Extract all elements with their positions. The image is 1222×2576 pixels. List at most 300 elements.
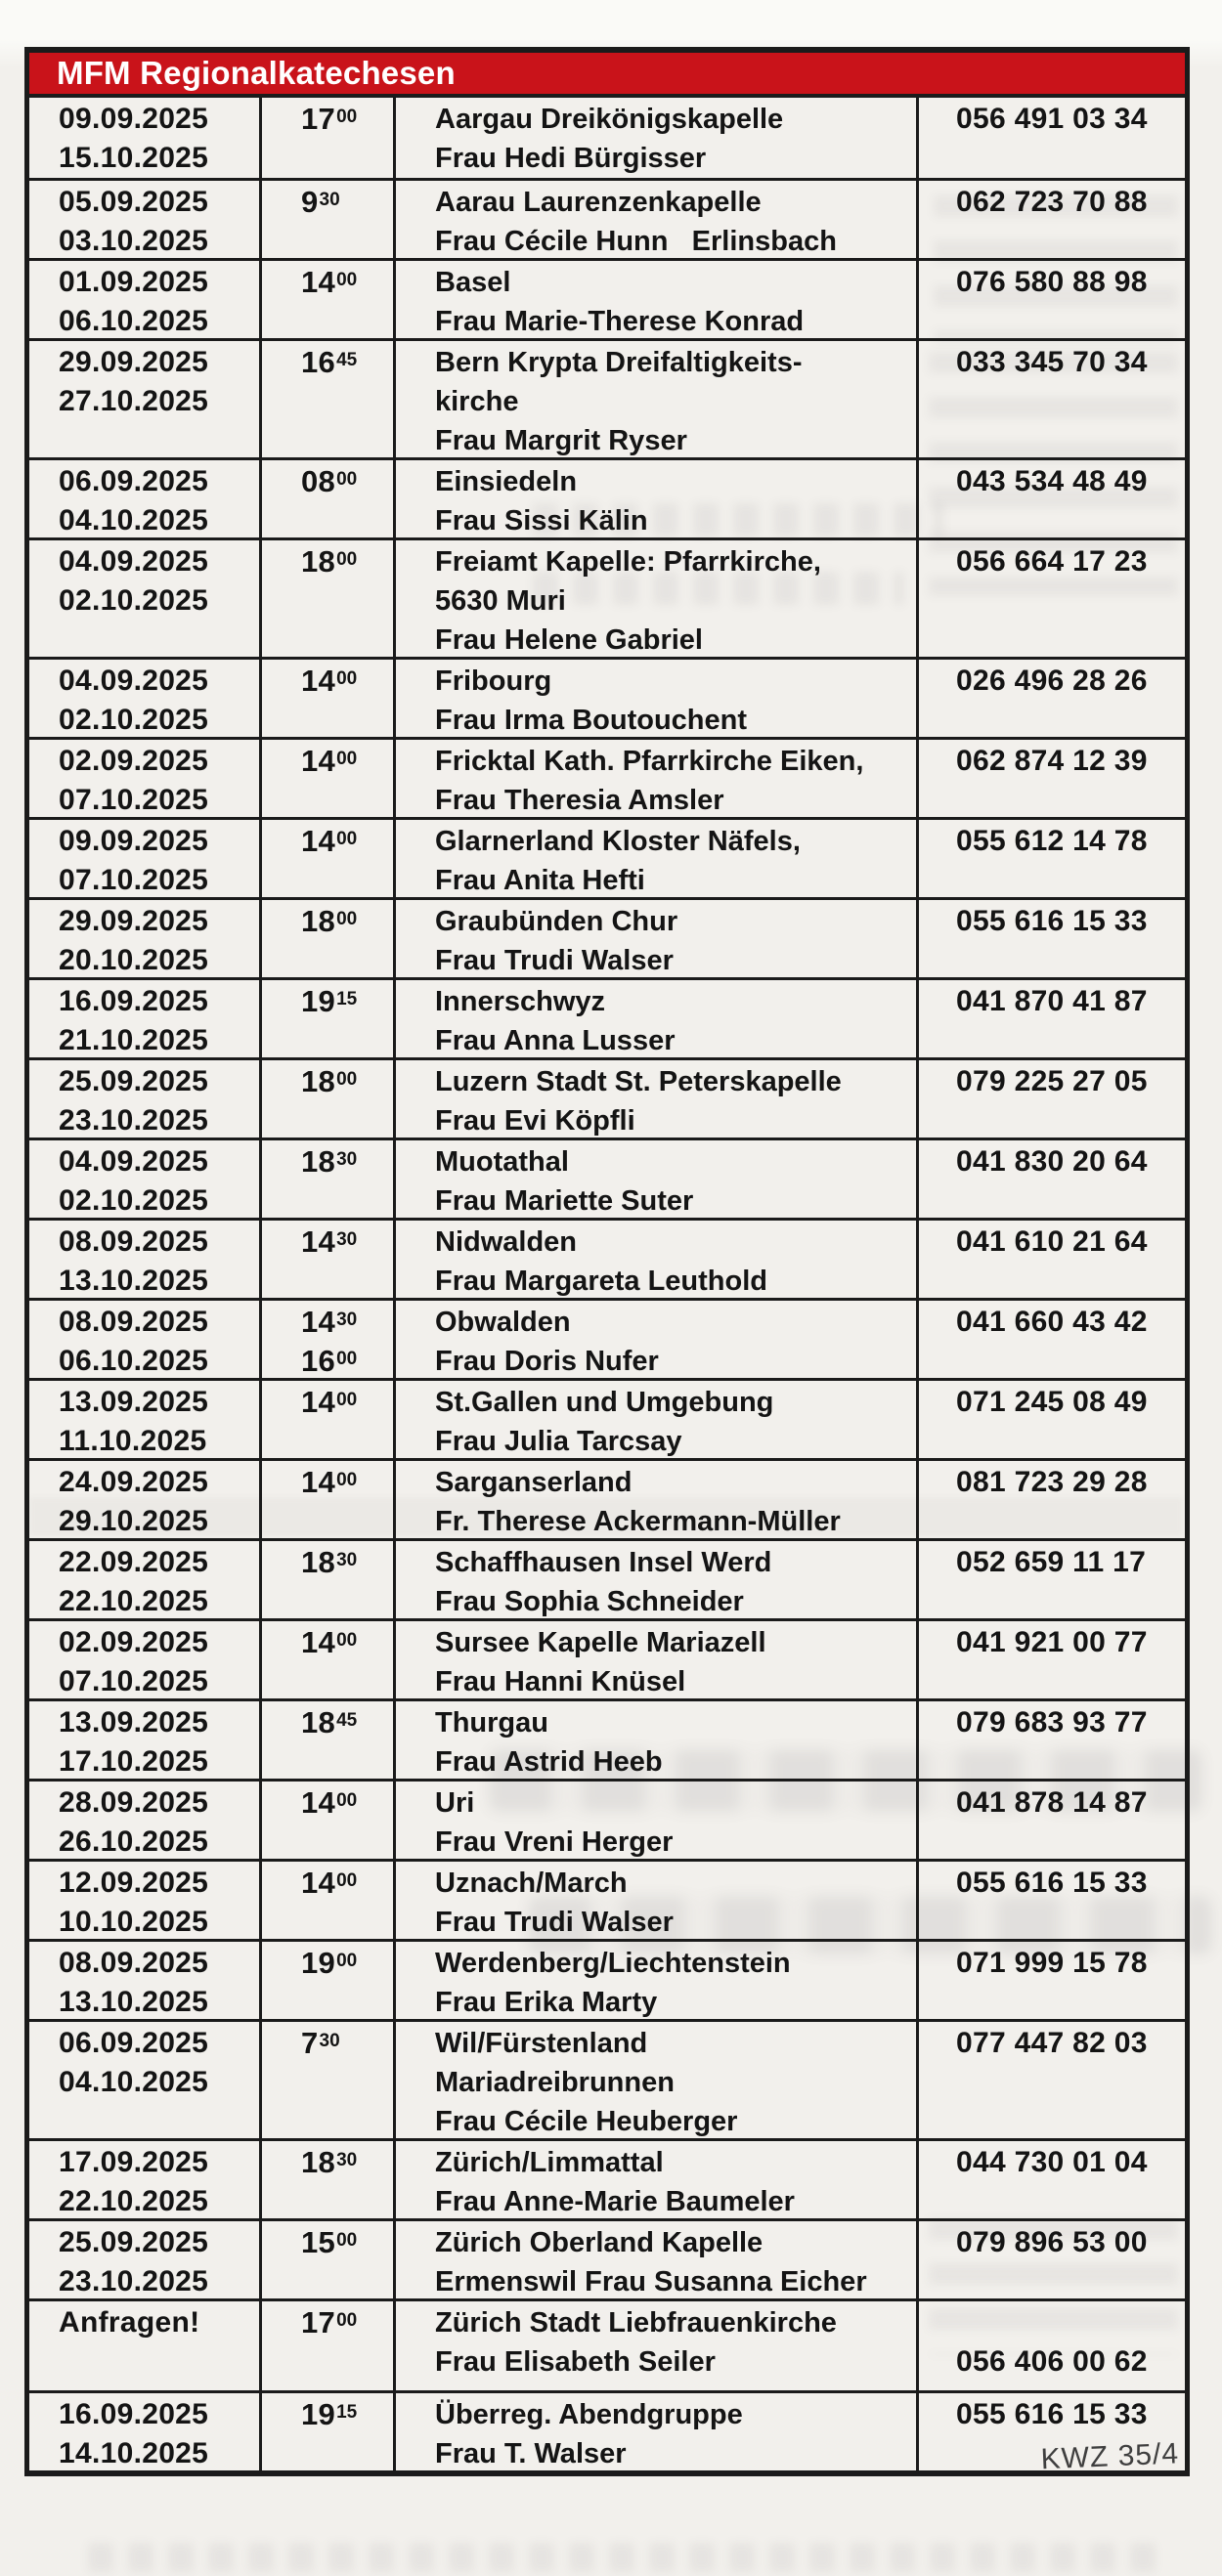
time-value [262, 1783, 393, 1823]
location-line: Frau Irma Boutouchent [435, 705, 748, 736]
time-value [262, 742, 393, 781]
phone-number: 071 999 15 78 [956, 1947, 1148, 1979]
time-minutes: 00 [336, 1951, 358, 1971]
location-line: Frau Doris Nufer [435, 1346, 659, 1377]
date-line: 06.10.2025 [59, 1345, 209, 1377]
time-cell [259, 2393, 393, 2473]
date-line: 29.09.2025 [59, 905, 209, 937]
location-line: Muotathal [435, 1146, 569, 1178]
time-minutes: 30 [336, 2150, 358, 2170]
location-cell [393, 1701, 916, 1782]
dates-cell [29, 460, 259, 540]
date-line: 16.09.2025 [59, 985, 209, 1017]
time-cell [259, 740, 393, 820]
table-row [29, 2390, 1185, 2476]
date-line: 06.09.2025 [59, 2027, 209, 2059]
date-line: 22.09.2025 [59, 1546, 209, 1578]
time-hour: 14 [301, 1465, 336, 1499]
dates-cell [29, 900, 259, 980]
location-line: 5630 Muri [435, 585, 566, 617]
time-value [262, 542, 393, 581]
date-line: 03.10.2025 [59, 225, 209, 257]
time-cell [259, 1461, 393, 1541]
location-line: Nidwalden [435, 1226, 578, 1258]
dates-cell [29, 1862, 259, 1942]
phone-number: 081 723 29 28 [956, 1466, 1148, 1498]
dates-cell [29, 1381, 259, 1461]
phone-cell [916, 1461, 1185, 1541]
location-line: Bern Krypta Dreifaltigkeits- [435, 347, 803, 378]
time-hour: 14 [301, 664, 336, 698]
table-row [29, 2138, 1185, 2218]
phone-number: 062 874 12 39 [956, 745, 1148, 777]
time-hour: 17 [301, 102, 336, 136]
date-line: 22.10.2025 [59, 2185, 209, 2217]
location-line: Uri [435, 1787, 475, 1819]
date-line: 04.09.2025 [59, 665, 209, 697]
location-line: Überreg. Abendgruppe [435, 2399, 743, 2430]
location-line: Schaffhausen Insel Werd [435, 1547, 772, 1578]
location-line: Obwalden [435, 1307, 571, 1338]
phone-number: 062 723 70 88 [956, 186, 1148, 218]
date-line: 25.09.2025 [59, 2226, 209, 2258]
time-hour: 7 [301, 2026, 319, 2060]
location-line: Fribourg [435, 665, 552, 697]
phone-cell [916, 1301, 1185, 1381]
dates-cell [29, 1782, 259, 1862]
schedule-table [24, 47, 1190, 2476]
table-header [29, 53, 1185, 98]
date-line: 07.10.2025 [59, 1665, 209, 1697]
time-hour: 14 [301, 1866, 336, 1900]
location-line: Basel [435, 267, 511, 298]
date-line: 27.10.2025 [59, 385, 209, 417]
location-cell [393, 1381, 916, 1461]
location-line: Frau Astrid Heeb [435, 1746, 663, 1778]
bleed-through-artifact [88, 2543, 1163, 2572]
date-line: 12.09.2025 [59, 1867, 209, 1899]
date-line: 21.10.2025 [59, 1024, 209, 1056]
time-cell [259, 1140, 393, 1221]
date-line: 14.10.2025 [59, 2437, 209, 2469]
location-line: Glarnerland Kloster Näfels, [435, 826, 801, 857]
dates-cell [29, 341, 259, 460]
location-cell [393, 2141, 916, 2221]
location-line: Frau Margrit Ryser [435, 425, 687, 456]
dates-cell [29, 980, 259, 1060]
dates-cell [29, 2301, 259, 2390]
location-line: St.Gallen und Umgebung [435, 1387, 774, 1418]
phone-number: 041 921 00 77 [956, 1626, 1148, 1658]
time-cell [259, 900, 393, 980]
time-hour: 18 [301, 544, 336, 579]
table-row [29, 1378, 1185, 1458]
phone-number: 041 878 14 87 [956, 1786, 1148, 1819]
location-line: Frau Marie-Therese Konrad [435, 306, 805, 337]
date-line: 01.09.2025 [59, 266, 209, 298]
location-line: Frau Evi Köpfli [435, 1105, 635, 1137]
time-hour: 18 [301, 1705, 336, 1739]
date-line: 13.09.2025 [59, 1386, 209, 1418]
location-line: Freiamt Kapelle: Pfarrkirche, [435, 546, 821, 578]
table-row [29, 178, 1185, 258]
date-line: 02.10.2025 [59, 704, 209, 736]
time-minutes: 30 [336, 1229, 358, 1250]
location-line: Frau Hanni Knüsel [435, 1666, 686, 1697]
time-cell [259, 820, 393, 900]
table-row [29, 1458, 1185, 1538]
time-hour: 14 [301, 1305, 336, 1339]
time-value [262, 1383, 393, 1422]
date-line: 17.09.2025 [59, 2146, 209, 2178]
date-line: 09.09.2025 [59, 103, 209, 135]
phone-number: 079 225 27 05 [956, 1065, 1148, 1097]
phone-number: 044 730 01 04 [956, 2146, 1148, 2178]
location-line: Frau Helene Gabriel [435, 624, 703, 656]
date-line: 02.09.2025 [59, 745, 209, 777]
location-line: Luzern Stadt St. Peterskapelle [435, 1066, 842, 1097]
time-value [262, 1342, 393, 1381]
location-cell [393, 1461, 916, 1541]
phone-cell [916, 740, 1185, 820]
dates-cell [29, 2221, 259, 2301]
date-line: 13.10.2025 [59, 1986, 209, 2018]
time-value [262, 662, 393, 701]
date-line: 04.09.2025 [59, 545, 209, 578]
dates-cell [29, 1221, 259, 1301]
location-cell [393, 660, 916, 740]
time-minutes: 00 [336, 909, 358, 929]
time-minutes: 30 [336, 1550, 358, 1570]
time-minutes: 00 [336, 829, 358, 849]
dates-cell [29, 2141, 259, 2221]
time-cell [259, 2141, 393, 2221]
phone-number: 079 896 53 00 [956, 2226, 1148, 2258]
location-cell [393, 460, 916, 540]
date-line: 08.09.2025 [59, 1947, 209, 1979]
date-line: 02.09.2025 [59, 1626, 209, 1658]
time-minutes: 45 [336, 1710, 358, 1731]
location-line: Aarau Laurenzenkapelle [435, 187, 762, 218]
table-row [29, 2218, 1185, 2298]
location-cell [393, 980, 916, 1060]
location-cell [393, 98, 916, 178]
phone-cell [916, 2022, 1185, 2141]
time-hour: 18 [301, 1545, 336, 1579]
table-row [29, 977, 1185, 1057]
time-cell [259, 2301, 393, 2390]
table-row [29, 1779, 1185, 1859]
location-line: Frau Trudi Walser [435, 945, 674, 976]
time-hour: 14 [301, 1224, 336, 1259]
time-cell [259, 1221, 393, 1301]
table-row [29, 98, 1185, 178]
time-minutes: 00 [336, 1390, 358, 1410]
time-cell [259, 1621, 393, 1701]
time-value [262, 2223, 393, 2262]
location-line: Uznach/March [435, 1868, 628, 1899]
dates-cell [29, 740, 259, 820]
location-line: Frau Vreni Herger [435, 1826, 674, 1858]
location-line: Aargau Dreikönigskapelle [435, 104, 784, 135]
phone-cell [916, 820, 1185, 900]
date-line: 24.09.2025 [59, 1466, 209, 1498]
page-title: MFM Regionalkatechesen [57, 55, 456, 91]
time-value [262, 2143, 393, 2182]
phone-cell [916, 980, 1185, 1060]
location-cell [393, 1942, 916, 2022]
time-hour: 18 [301, 904, 336, 938]
dates-cell [29, 820, 259, 900]
phone-cell [916, 261, 1185, 341]
time-hour: 15 [301, 2225, 336, 2259]
location-cell [393, 1060, 916, 1140]
location-line: Ermenswil Frau Susanna Eicher [435, 2266, 867, 2297]
time-value [262, 1944, 393, 1983]
table-row [29, 897, 1185, 977]
time-value [262, 1463, 393, 1502]
date-line: 17.10.2025 [59, 1745, 209, 1778]
time-value [262, 183, 393, 222]
date-line: Anfragen! [59, 2306, 200, 2339]
date-line: 07.10.2025 [59, 864, 209, 896]
dates-cell [29, 261, 259, 341]
phone-cell [916, 1621, 1185, 1701]
time-cell [259, 2221, 393, 2301]
location-line: Frau Anita Hefti [435, 865, 645, 896]
phone-number: 079 683 93 77 [956, 1706, 1148, 1739]
location-cell [393, 740, 916, 820]
time-hour: 9 [301, 185, 319, 219]
time-hour: 18 [301, 1144, 336, 1179]
location-line: Frau Sophia Schneider [435, 1586, 744, 1617]
dates-cell [29, 2022, 259, 2141]
table-row [29, 1698, 1185, 1779]
location-cell [393, 1140, 916, 1221]
time-hour: 16 [301, 1344, 336, 1378]
time-hour: 19 [301, 2397, 336, 2431]
table-row [29, 1057, 1185, 1138]
phone-cell [916, 1381, 1185, 1461]
time-hour: 18 [301, 1064, 336, 1098]
date-line: 08.09.2025 [59, 1225, 209, 1258]
phone-number: 033 345 70 34 [956, 346, 1148, 378]
table-row [29, 457, 1185, 537]
date-line: 10.10.2025 [59, 1906, 209, 1938]
time-cell [259, 261, 393, 341]
time-hour: 17 [301, 2305, 336, 2340]
phone-number: 041 870 41 87 [956, 985, 1148, 1017]
time-minutes: 00 [336, 1470, 358, 1490]
location-line: Frau Mariette Suter [435, 1185, 694, 1217]
phone-cell [916, 1541, 1185, 1621]
table-row [29, 537, 1185, 657]
dates-cell [29, 660, 259, 740]
dates-cell [29, 1621, 259, 1701]
dates-cell [29, 1461, 259, 1541]
table-row [29, 1298, 1185, 1378]
time-minutes: 00 [336, 668, 358, 689]
location-cell [393, 341, 916, 460]
location-line: Frau Hedi Bürgisser [435, 143, 707, 174]
phone-number: 041 830 20 64 [956, 1145, 1148, 1178]
location-cell [393, 820, 916, 900]
phone-cell [916, 2221, 1185, 2301]
phone-number: 056 491 03 34 [956, 103, 1148, 135]
phone-number: 041 610 21 64 [956, 1225, 1148, 1258]
time-cell [259, 660, 393, 740]
table-row [29, 2019, 1185, 2138]
dates-cell [29, 181, 259, 261]
date-line: 22.10.2025 [59, 1585, 209, 1617]
time-cell [259, 1541, 393, 1621]
time-value [262, 1703, 393, 1742]
phone-number: 055 616 15 33 [956, 1867, 1148, 1899]
location-cell [393, 900, 916, 980]
date-line: 25.09.2025 [59, 1065, 209, 1097]
time-hour: 16 [301, 345, 336, 379]
time-value [262, 343, 393, 382]
table-row [29, 1138, 1185, 1218]
date-line: 15.10.2025 [59, 142, 209, 174]
time-cell [259, 181, 393, 261]
time-minutes: 00 [336, 270, 358, 290]
time-hour: 14 [301, 1385, 336, 1419]
date-line: 13.09.2025 [59, 1706, 209, 1739]
time-value [262, 2024, 393, 2063]
phone-number: 056 406 00 62 [956, 2345, 1148, 2378]
table-row [29, 1618, 1185, 1698]
phone-number: 071 245 08 49 [956, 1386, 1148, 1418]
time-minutes: 45 [336, 350, 358, 370]
date-line: 28.09.2025 [59, 1786, 209, 1819]
location-line: Werdenberg/Liechtenstein [435, 1948, 791, 1979]
phone-number: 055 612 14 78 [956, 825, 1148, 857]
dates-cell [29, 1942, 259, 2022]
phone-cell [916, 1942, 1185, 2022]
location-cell [393, 2393, 916, 2473]
phone-cell [916, 2301, 1185, 2390]
date-line: 26.10.2025 [59, 1825, 209, 1858]
phone-number: 043 534 48 49 [956, 465, 1148, 497]
date-line: 04.10.2025 [59, 504, 209, 537]
table-row [29, 1538, 1185, 1618]
time-value [262, 263, 393, 302]
location-line: Frau Elisabeth Seiler [435, 2346, 716, 2378]
phone-number: 026 496 28 26 [956, 665, 1148, 697]
table-row [29, 817, 1185, 897]
time-value [262, 1223, 393, 1262]
dates-cell [29, 2393, 259, 2473]
page-code: KWZ 35/4 [1040, 2437, 1180, 2476]
table-row [29, 338, 1185, 457]
time-cell [259, 1301, 393, 1381]
phone-cell [916, 1701, 1185, 1782]
date-line: 05.09.2025 [59, 186, 209, 218]
time-value [262, 902, 393, 941]
location-cell [393, 2221, 916, 2301]
time-value [262, 1864, 393, 1903]
time-minutes: 15 [336, 989, 358, 1009]
location-line: Frau Cécile Hunn Erlinsbach [435, 226, 837, 257]
location-cell [393, 1782, 916, 1862]
time-hour: 14 [301, 1625, 336, 1659]
time-value [262, 1142, 393, 1181]
location-line: Innerschwyz [435, 986, 606, 1017]
dates-cell [29, 98, 259, 178]
location-line: Fricktal Kath. Pfarrkirche Eiken, [435, 746, 864, 777]
time-hour: 14 [301, 744, 336, 778]
location-line: kirche [435, 386, 519, 417]
time-minutes: 30 [319, 2031, 340, 2051]
time-cell [259, 1060, 393, 1140]
phone-number: 041 660 43 42 [956, 1306, 1148, 1338]
location-line: Einsiedeln [435, 466, 578, 497]
phone-cell [916, 660, 1185, 740]
location-line: Sarganserland [435, 1467, 633, 1498]
time-cell [259, 980, 393, 1060]
location-cell [393, 1301, 916, 1381]
location-line: Fr. Therese Ackermann-Müller [435, 1506, 841, 1537]
location-line: Frau Trudi Walser [435, 1907, 674, 1938]
phone-cell [916, 1060, 1185, 1140]
phone-cell [916, 900, 1185, 980]
location-line: Frau Sissi Kälin [435, 505, 648, 537]
location-cell [393, 261, 916, 341]
time-hour: 19 [301, 1946, 336, 1980]
phone-cell [916, 1140, 1185, 1221]
date-line: 02.10.2025 [59, 1184, 209, 1217]
time-value [262, 1623, 393, 1662]
location-line: Frau Anna Lusser [435, 1025, 676, 1056]
time-minutes: 00 [336, 1630, 358, 1651]
date-line: 04.09.2025 [59, 1145, 209, 1178]
location-line: Graubünden Chur [435, 906, 678, 937]
location-line: Frau Margareta Leuthold [435, 1266, 767, 1297]
phone-cell [916, 460, 1185, 540]
location-line: Frau Theresia Amsler [435, 785, 724, 816]
location-line: Frau Erika Marty [435, 1987, 658, 2018]
time-minutes: 00 [336, 1790, 358, 1811]
phone-cell [916, 1862, 1185, 1942]
date-line: 06.09.2025 [59, 465, 209, 497]
table-body [29, 98, 1185, 2476]
time-minutes: 00 [336, 2310, 358, 2331]
date-line: 11.10.2025 [59, 1425, 207, 1457]
time-minutes: 00 [336, 107, 358, 127]
phone-number: 055 616 15 33 [956, 905, 1148, 937]
time-cell [259, 1381, 393, 1461]
location-cell [393, 1862, 916, 1942]
table-row [29, 258, 1185, 338]
time-value [262, 100, 393, 139]
dates-cell [29, 1140, 259, 1221]
time-value [262, 1303, 393, 1342]
phone-cell [916, 2141, 1185, 2221]
location-cell [393, 1221, 916, 1301]
time-cell [259, 540, 393, 660]
phone-cell [916, 341, 1185, 460]
phone-number: 076 580 88 98 [956, 266, 1148, 298]
table-row [29, 1218, 1185, 1298]
date-line: 08.09.2025 [59, 1306, 209, 1338]
table-row [29, 1939, 1185, 2019]
time-cell [259, 2022, 393, 2141]
location-cell [393, 2022, 916, 2141]
date-line: 20.10.2025 [59, 944, 209, 976]
date-line: 29.09.2025 [59, 346, 209, 378]
location-cell [393, 1541, 916, 1621]
